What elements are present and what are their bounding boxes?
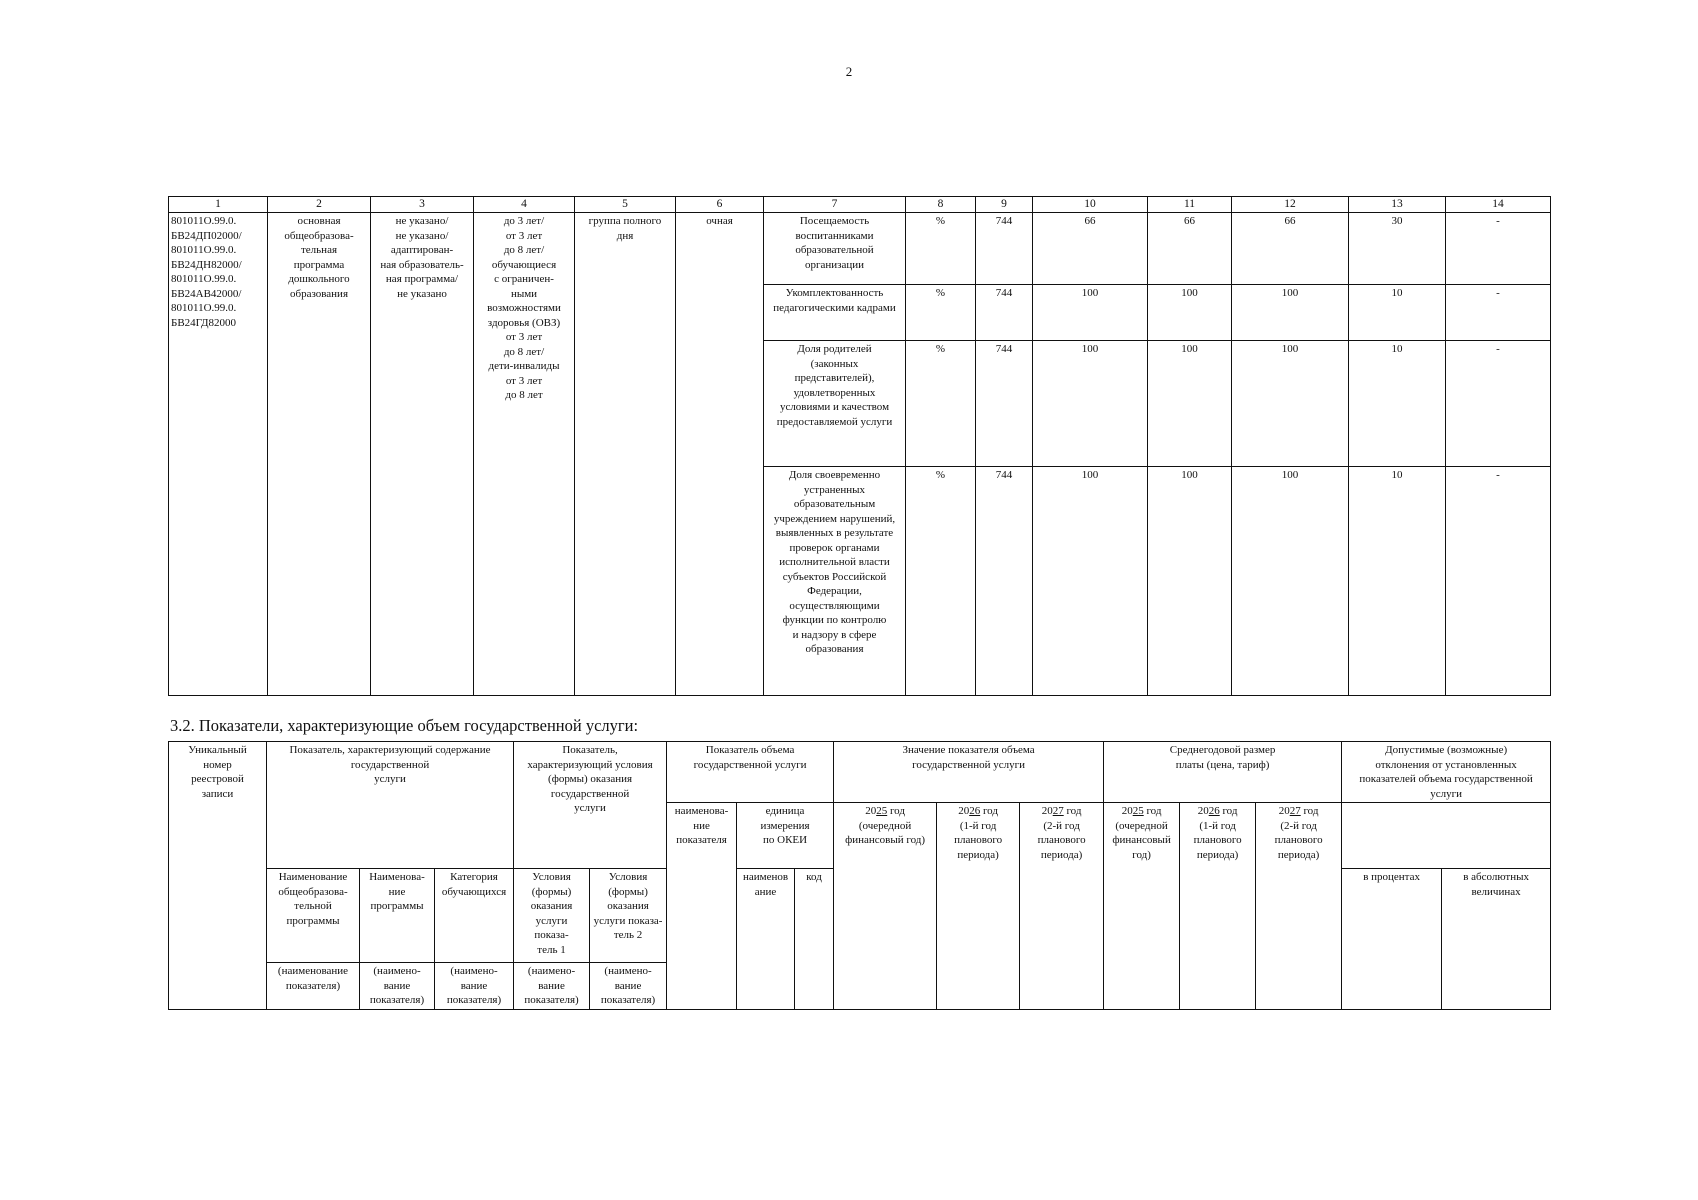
program-cell: основная общеобразова- тельная программа дошкольного образования (268, 213, 371, 696)
year-suffix: год (889, 805, 905, 817)
column-number-row (169, 197, 1551, 213)
condition1-subheader: Условия (формы) оказания услуги показа- тель 1 (514, 869, 590, 963)
year-prefix: 20 (865, 805, 877, 817)
column-number: 14 (1446, 197, 1551, 213)
column-number: 7 (764, 197, 906, 213)
value-col11: 66 (1148, 213, 1232, 285)
year-suffix: год (1066, 805, 1082, 817)
registry-header: Уникальный номер реестровой записи (169, 742, 267, 1010)
unit-code-subheader: код (795, 869, 834, 1010)
value-col13: 10 (1349, 285, 1446, 341)
value-col11: 100 (1148, 285, 1232, 341)
program-type-cell: не указано/ не указано/ адаптирован- ная образователь- ная программа/ не указано (371, 213, 474, 696)
section-title: 3.2. Показатели, характеризующие объем государственной услуги: (170, 716, 639, 735)
price-year-1 (1104, 803, 1180, 1010)
volume-value-header: Значение показателя объема государственной услуги (834, 742, 1104, 803)
indicator-code: 744 (976, 213, 1033, 285)
value-col11: 100 (1148, 341, 1232, 467)
price-year-3 (1256, 803, 1342, 1010)
value-col10: 100 (1033, 467, 1148, 696)
volume-indicators-table (168, 741, 1551, 1010)
value-col14: - (1446, 285, 1551, 341)
value-col12: 100 (1232, 341, 1349, 467)
content-indicator-header: Показатель, характеризующий содержание государственной услуги (267, 742, 514, 869)
year-description: (2-й год планового периода) (1274, 819, 1323, 861)
value-col12: 66 (1232, 213, 1349, 285)
column-number: 9 (976, 197, 1033, 213)
year-prefix: 20 (1041, 805, 1053, 817)
column-number: 10 (1033, 197, 1148, 213)
average-price-header: Среднегодовой размер платы (цена, тариф) (1104, 742, 1342, 803)
year-suffix: год (1222, 805, 1238, 817)
year-value: 26 (1208, 805, 1220, 817)
year-value: 25 (1132, 805, 1144, 817)
column-number: 8 (906, 197, 976, 213)
conditions-indicator-header: Показатель, характеризующий условия (формы) оказания государственной услуги (514, 742, 667, 869)
column-number: 2 (268, 197, 371, 213)
column-number: 5 (575, 197, 676, 213)
deviation-header-spacer (1342, 803, 1551, 869)
indicator-code: 744 (976, 467, 1033, 696)
value-year-1 (834, 803, 937, 1010)
indicator-unit: % (906, 213, 976, 285)
year-description: (1-й год планового периода) (954, 819, 1003, 861)
indicator-code: 744 (976, 285, 1033, 341)
value-col10: 100 (1033, 285, 1148, 341)
column-number: 11 (1148, 197, 1232, 213)
registry-codes: 801011О.99.0. БВ24ДП02000/ 801011О.99.0. БВ24ДН82000/ 801011О.99.0. БВ24АВ42000/ 801011О.99.0. БВ24ГД82000 (169, 213, 268, 696)
volume-name-header: наименова- ние показателя (667, 803, 737, 1010)
indicator-name-note: (наимено- вание показателя) (360, 963, 435, 1010)
column-number: 4 (474, 197, 575, 213)
value-year-3 (1020, 803, 1104, 1010)
category-subheader: Категория обучающихся (435, 869, 514, 963)
deviation-percent-header: в процентах (1342, 869, 1442, 1010)
year-prefix: 20 (958, 805, 970, 817)
indicator-unit: % (906, 285, 976, 341)
year-suffix: год (1303, 805, 1319, 817)
indicator-name-note: (наимено- вание показателя) (514, 963, 590, 1010)
indicator-name: Посещаемость воспитанниками образовательной организации (764, 213, 906, 285)
deviation-header (1342, 742, 1551, 803)
year-description: (очередной финансовый год) (1112, 819, 1171, 861)
indicator-name-note: (наименование показателя) (267, 963, 360, 1010)
indicator-name-note: (наимено- вание показателя) (590, 963, 667, 1010)
value-col13: 10 (1349, 341, 1446, 467)
value-col12: 100 (1232, 467, 1349, 696)
indicator-name: Доля своевременно устраненных образовательным учреждением нарушений, выявленных в результате проверок органами исполнительной власти субъектов Российской Федерации, осуществляющими функции по контролю и надзору в сфере образования (764, 467, 906, 696)
indicator-name-note: (наимено- вание показателя) (435, 963, 514, 1010)
page-number: 2 (845, 64, 853, 79)
program-subheader: Наименование общеобразова- тельной программы (267, 869, 360, 963)
volume-unit-header: единица измерения по ОКЕИ (737, 803, 834, 869)
conditions-cell: группа полного дня (575, 213, 676, 696)
year-description: (2-й год планового периода) (1037, 819, 1086, 861)
volume-indicator-header: Показатель объема государственной услуги (667, 742, 834, 803)
quality-indicators-table (168, 196, 1551, 696)
table-row (169, 213, 1551, 285)
year-value: 26 (969, 805, 981, 817)
value-col10: 100 (1033, 341, 1148, 467)
year-prefix: 20 (1197, 805, 1209, 817)
value-col14: - (1446, 213, 1551, 285)
year-description: (1-й год планового периода) (1193, 819, 1242, 861)
year-prefix: 20 (1278, 805, 1290, 817)
column-number: 12 (1232, 197, 1349, 213)
indicator-unit: % (906, 467, 976, 696)
price-year-2 (1180, 803, 1256, 1010)
indicator-name: Укомплектованность педагогическими кадрами (764, 285, 906, 341)
form-cell: очная (676, 213, 764, 696)
indicator-code: 744 (976, 341, 1033, 467)
indicator-unit: % (906, 341, 976, 467)
unit-name-subheader: наименов ание (737, 869, 795, 1010)
value-col11: 100 (1148, 467, 1232, 696)
year-value: 27 (1289, 805, 1301, 817)
value-col12: 100 (1232, 285, 1349, 341)
deviation-absolute-header: в абсолютных величинах (1442, 869, 1551, 1010)
column-number: 13 (1349, 197, 1446, 213)
value-col14: - (1446, 467, 1551, 696)
year-description: (очередной финансовый год) (845, 819, 926, 846)
year-prefix: 20 (1121, 805, 1133, 817)
deviation-header-text: Допустимые (возможные) отклонения от установленных показателей объема государственной услуги (1359, 744, 1533, 800)
year-value: 25 (876, 805, 888, 817)
column-number: 3 (371, 197, 474, 213)
column-number: 6 (676, 197, 764, 213)
value-col13: 10 (1349, 467, 1446, 696)
indicator-name: Доля родителей (законных представителей), удовлетворенных условиями и качеством предоставляемой услуги (764, 341, 906, 467)
header-row (169, 742, 1551, 803)
students-category-cell: до 3 лет/ от 3 лет до 8 лет/ обучающиеся с ограничен- ными возможностями здоровья (ОВЗ) от 3 лет до 8 лет/ дети-инвалиды от 3 лет до 8 лет (474, 213, 575, 696)
program-name-subheader: Наименова- ние программы (360, 869, 435, 963)
year-value: 27 (1052, 805, 1064, 817)
condition2-subheader: Условия (формы) оказания услуги показа- тель 2 (590, 869, 667, 963)
value-col10: 66 (1033, 213, 1148, 285)
value-col14: - (1446, 341, 1551, 467)
year-suffix: год (982, 805, 998, 817)
value-year-2 (937, 803, 1020, 1010)
value-col13: 30 (1349, 213, 1446, 285)
column-number: 1 (169, 197, 268, 213)
year-suffix: год (1146, 805, 1162, 817)
